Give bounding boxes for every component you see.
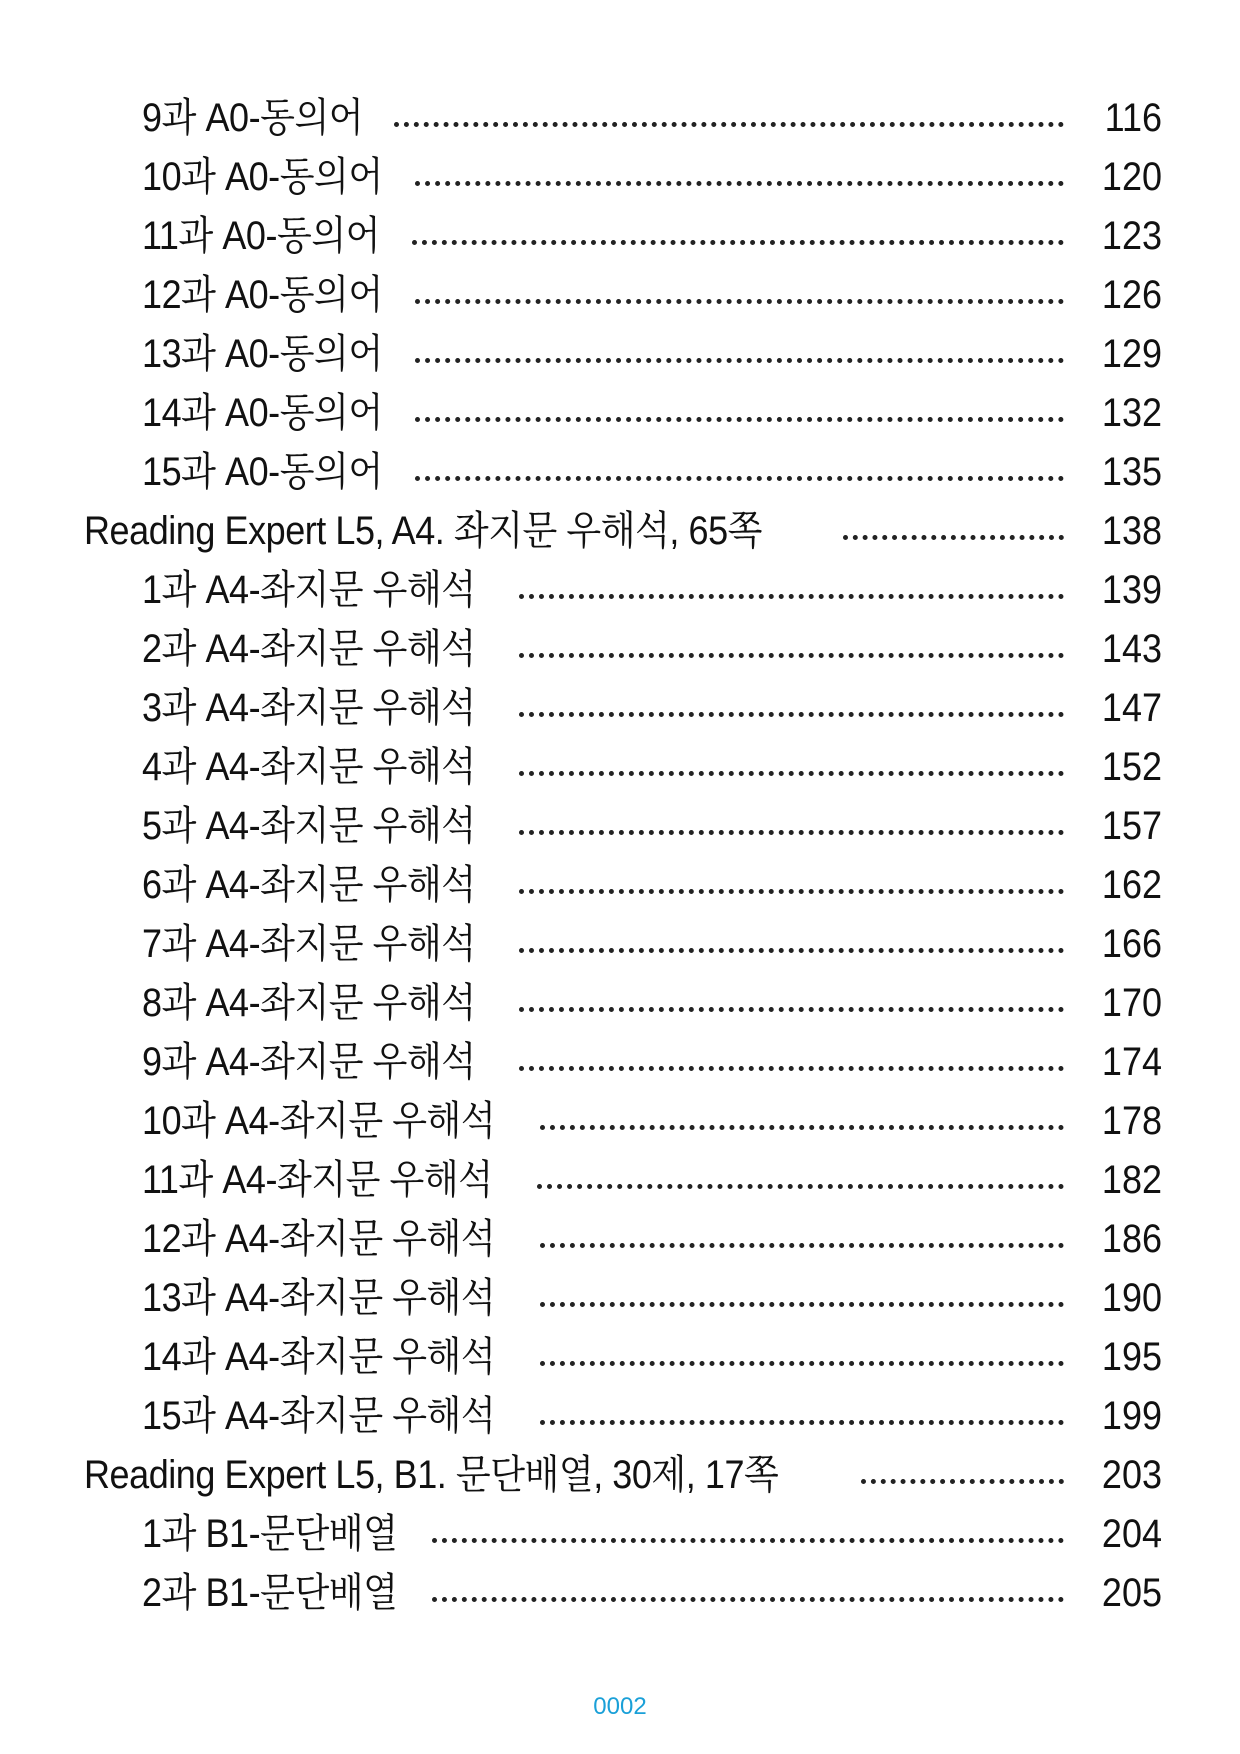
- toc-entry[interactable]: [0, 1504, 1240, 1563]
- toc-entry[interactable]: [0, 1091, 1240, 1150]
- toc-entry-title: 15과 A0-동의어: [142, 450, 383, 494]
- dot-leader: [519, 653, 1064, 658]
- toc-entry-page-number: 182: [1101, 1158, 1162, 1202]
- toc-entry-title: 1과 A4-좌지문 우해석: [142, 568, 476, 612]
- toc-entry-page-number: 186: [1101, 1217, 1162, 1261]
- toc-entry[interactable]: [0, 1150, 1240, 1209]
- toc-entry[interactable]: [0, 324, 1240, 383]
- toc-entry-page-number: 178: [1101, 1099, 1162, 1143]
- toc-entry[interactable]: [0, 1032, 1240, 1091]
- toc-entry-page-number: 157: [1101, 804, 1162, 848]
- toc-entry-title: Reading Expert L5, A4. 좌지문 우해석, 65쪽: [84, 509, 762, 553]
- toc-entry-page-number: 205: [1101, 1571, 1162, 1615]
- dot-leader: [432, 1538, 1064, 1543]
- toc-entry[interactable]: [0, 1327, 1240, 1386]
- toc-entry-title: 4과 A4-좌지문 우해석: [142, 745, 476, 789]
- dot-leader: [519, 594, 1064, 599]
- toc-entry[interactable]: [0, 619, 1240, 678]
- toc-entry-page-number: 147: [1101, 686, 1162, 730]
- toc-entry-title: 7과 A4-좌지문 우해석: [142, 922, 476, 966]
- toc-entry-page-number: 126: [1101, 273, 1162, 317]
- dot-leader: [540, 1243, 1064, 1248]
- toc-section-heading[interactable]: [0, 501, 1240, 560]
- dot-leader: [415, 476, 1064, 481]
- dot-leader: [432, 1597, 1064, 1602]
- dot-leader: [415, 181, 1064, 186]
- dot-leader: [415, 299, 1064, 304]
- toc-entry-page-number: 203: [1101, 1453, 1162, 1497]
- toc-entry-title: 14과 A0-동의어: [142, 391, 383, 435]
- toc-entry-page-number: 120: [1101, 155, 1162, 199]
- toc-entry[interactable]: [0, 383, 1240, 442]
- toc-entry-page-number: 174: [1101, 1040, 1162, 1084]
- toc-entry-title: 9과 A0-동의어: [142, 96, 364, 140]
- toc-entry[interactable]: [0, 678, 1240, 737]
- page-number-footer: 0002: [593, 1693, 647, 1720]
- toc-entry-title: 13과 A0-동의어: [142, 332, 383, 376]
- toc-entry[interactable]: [0, 206, 1240, 265]
- dot-leader: [540, 1361, 1064, 1366]
- dot-leader: [415, 358, 1064, 363]
- toc-entry-title: 2과 A4-좌지문 우해석: [142, 627, 476, 671]
- toc-entry-page-number: 143: [1101, 627, 1162, 671]
- toc-entry-page-number: 190: [1101, 1276, 1162, 1320]
- toc-entry-title: 12과 A4-좌지문 우해석: [142, 1217, 496, 1261]
- toc-entry-page-number: 132: [1101, 391, 1162, 435]
- toc-entry-title: 11과 A0-동의어: [142, 214, 381, 258]
- dot-leader: [843, 535, 1064, 540]
- toc-entry[interactable]: [0, 265, 1240, 324]
- dot-leader: [519, 830, 1064, 835]
- toc-entry-page-number: 166: [1101, 922, 1162, 966]
- toc-entry-title: 14과 A4-좌지문 우해석: [142, 1335, 496, 1379]
- dot-leader: [861, 1479, 1064, 1484]
- toc-entry[interactable]: [0, 855, 1240, 914]
- toc-entry[interactable]: [0, 973, 1240, 1032]
- toc-entry[interactable]: [0, 1386, 1240, 1445]
- dot-leader: [519, 889, 1064, 894]
- toc-entry-title: 1과 B1-문단배열: [142, 1512, 398, 1556]
- dot-leader: [540, 1420, 1064, 1425]
- toc-entry-title: 8과 A4-좌지문 우해석: [142, 981, 476, 1025]
- toc-entry-page-number: 152: [1101, 745, 1162, 789]
- toc-entry-title: Reading Expert L5, B1. 문단배열, 30제, 17쪽: [84, 1453, 779, 1497]
- toc-entry-title: 2과 B1-문단배열: [142, 1571, 398, 1615]
- toc-entry[interactable]: [0, 88, 1240, 147]
- dot-leader: [415, 417, 1064, 422]
- table-of-contents: [0, 88, 1240, 1622]
- dot-leader: [394, 122, 1064, 127]
- toc-entry[interactable]: [0, 1268, 1240, 1327]
- dot-leader: [537, 1184, 1064, 1189]
- toc-entry[interactable]: [0, 147, 1240, 206]
- dot-leader: [540, 1125, 1064, 1130]
- toc-entry-page-number: 170: [1101, 981, 1162, 1025]
- dot-leader: [519, 771, 1064, 776]
- toc-entry-title: 10과 A0-동의어: [142, 155, 383, 199]
- toc-entry-page-number: 162: [1101, 863, 1162, 907]
- toc-entry-page-number: 195: [1101, 1335, 1162, 1379]
- dot-leader: [519, 1007, 1064, 1012]
- toc-entry-page-number: 139: [1101, 568, 1162, 612]
- dot-leader: [519, 1066, 1064, 1071]
- toc-entry-title: 5과 A4-좌지문 우해석: [142, 804, 476, 848]
- toc-entry-page-number: 199: [1101, 1394, 1162, 1438]
- dot-leader: [412, 240, 1064, 245]
- toc-entry-title: 12과 A0-동의어: [142, 273, 383, 317]
- toc-entry[interactable]: [0, 560, 1240, 619]
- toc-entry[interactable]: [0, 442, 1240, 501]
- toc-entry[interactable]: [0, 737, 1240, 796]
- toc-entry-page-number: 123: [1101, 214, 1162, 258]
- toc-entry-page-number: 129: [1101, 332, 1162, 376]
- toc-entry[interactable]: [0, 796, 1240, 855]
- toc-entry-title: 13과 A4-좌지문 우해석: [142, 1276, 496, 1320]
- toc-entry-title: 9과 A4-좌지문 우해석: [142, 1040, 476, 1084]
- toc-entry[interactable]: [0, 1563, 1240, 1622]
- toc-entry[interactable]: [0, 1209, 1240, 1268]
- toc-entry-page-number: 116: [1104, 96, 1162, 140]
- toc-entry-title: 10과 A4-좌지문 우해석: [142, 1099, 496, 1143]
- toc-entry[interactable]: [0, 914, 1240, 973]
- toc-entry-page-number: 204: [1101, 1512, 1162, 1556]
- toc-section-heading[interactable]: [0, 1445, 1240, 1504]
- toc-entry-title: 6과 A4-좌지문 우해석: [142, 863, 476, 907]
- toc-entry-title: 3과 A4-좌지문 우해석: [142, 686, 476, 730]
- toc-entry-title: 11과 A4-좌지문 우해석: [142, 1158, 493, 1202]
- toc-entry-page-number: 138: [1101, 509, 1162, 553]
- toc-entry-title: 15과 A4-좌지문 우해석: [142, 1394, 496, 1438]
- toc-entry-page-number: 135: [1101, 450, 1162, 494]
- dot-leader: [519, 948, 1064, 953]
- dot-leader: [519, 712, 1064, 717]
- dot-leader: [540, 1302, 1064, 1307]
